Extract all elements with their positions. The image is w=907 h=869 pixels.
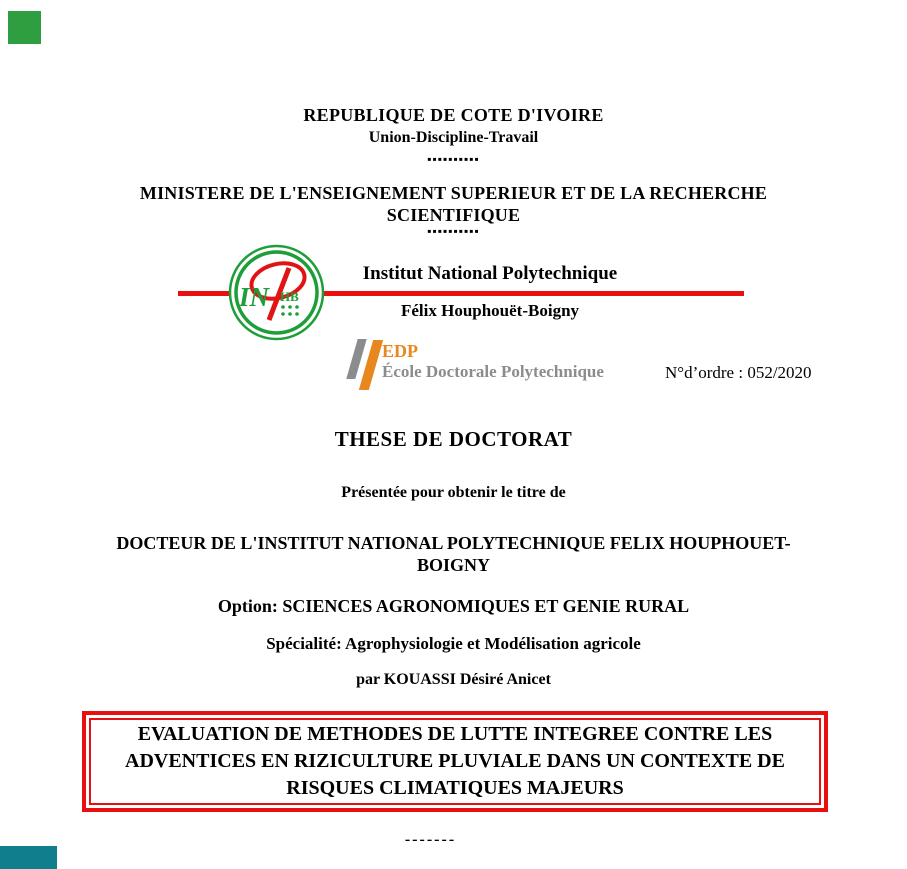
thesis-title-line-1: EVALUATION DE METHODES DE LUTTE INTEGREE CONTRE LES (137, 723, 773, 745)
edp-acronym: EDP (382, 341, 418, 361)
logo-text-in: IN (239, 282, 270, 312)
specialty-line: Spécialité: Agrophysiologie et Modélisation agricole (266, 634, 641, 653)
logo-text-hb: HB (280, 289, 299, 304)
institute-founder: Félix Houphouët-Boigny (400, 301, 580, 320)
institute-name: Institut National Polytechnique (362, 263, 618, 284)
edp-school-name: École Doctorale Polytechnique (382, 362, 604, 381)
degree-line-2: BOIGNY (416, 555, 490, 575)
degree-title (0, 532, 907, 576)
order-number: N°d’ordre : 052/2020 (665, 363, 812, 382)
ministry-heading (0, 182, 907, 226)
degree-line-1: DOCTEUR DE L'INSTITUT NATIONAL POLYTECHNIQUE FELIX HOUPHOUET- (116, 533, 791, 553)
thesis-title-line-3: RISQUES CLIMATIQUES MAJEURS (286, 777, 624, 799)
thesis-heading: THESE DE DOCTORAT (334, 427, 573, 451)
footer-dashes: ------- (404, 831, 457, 848)
thesis-title-box (82, 711, 828, 812)
scan-artifact-green-square (8, 11, 41, 44)
ministry-line-2: SCIENTIFIQUE (386, 205, 521, 225)
dotted-separator: ▪▪▪▪▪▪▪▪▪▪ (427, 224, 480, 238)
scan-artifact-teal-bar (0, 846, 57, 869)
thesis-title-line-2: ADVENTICES EN RIZICULTURE PLUVIALE DANS UN CONTEXTE DE (125, 750, 785, 772)
thesis-intro: Présentée pour obtenir le titre de (341, 484, 566, 501)
national-motto: Union-Discipline-Travail (368, 129, 539, 146)
author-line: par KOUASSI Désiré Anicet (356, 671, 551, 688)
inphb-logo (228, 244, 325, 341)
dotted-separator: ▪▪▪▪▪▪▪▪▪▪ (427, 152, 480, 166)
republic-heading: REPUBLIQUE DE COTE D'IVOIRE (303, 105, 604, 125)
option-line: Option: SCIENCES AGRONOMIQUES ET GENIE RURAL (217, 596, 690, 616)
ministry-line-1: MINISTERE DE L'ENSEIGNEMENT SUPERIEUR ET DE LA RECHERCHE (139, 183, 768, 203)
